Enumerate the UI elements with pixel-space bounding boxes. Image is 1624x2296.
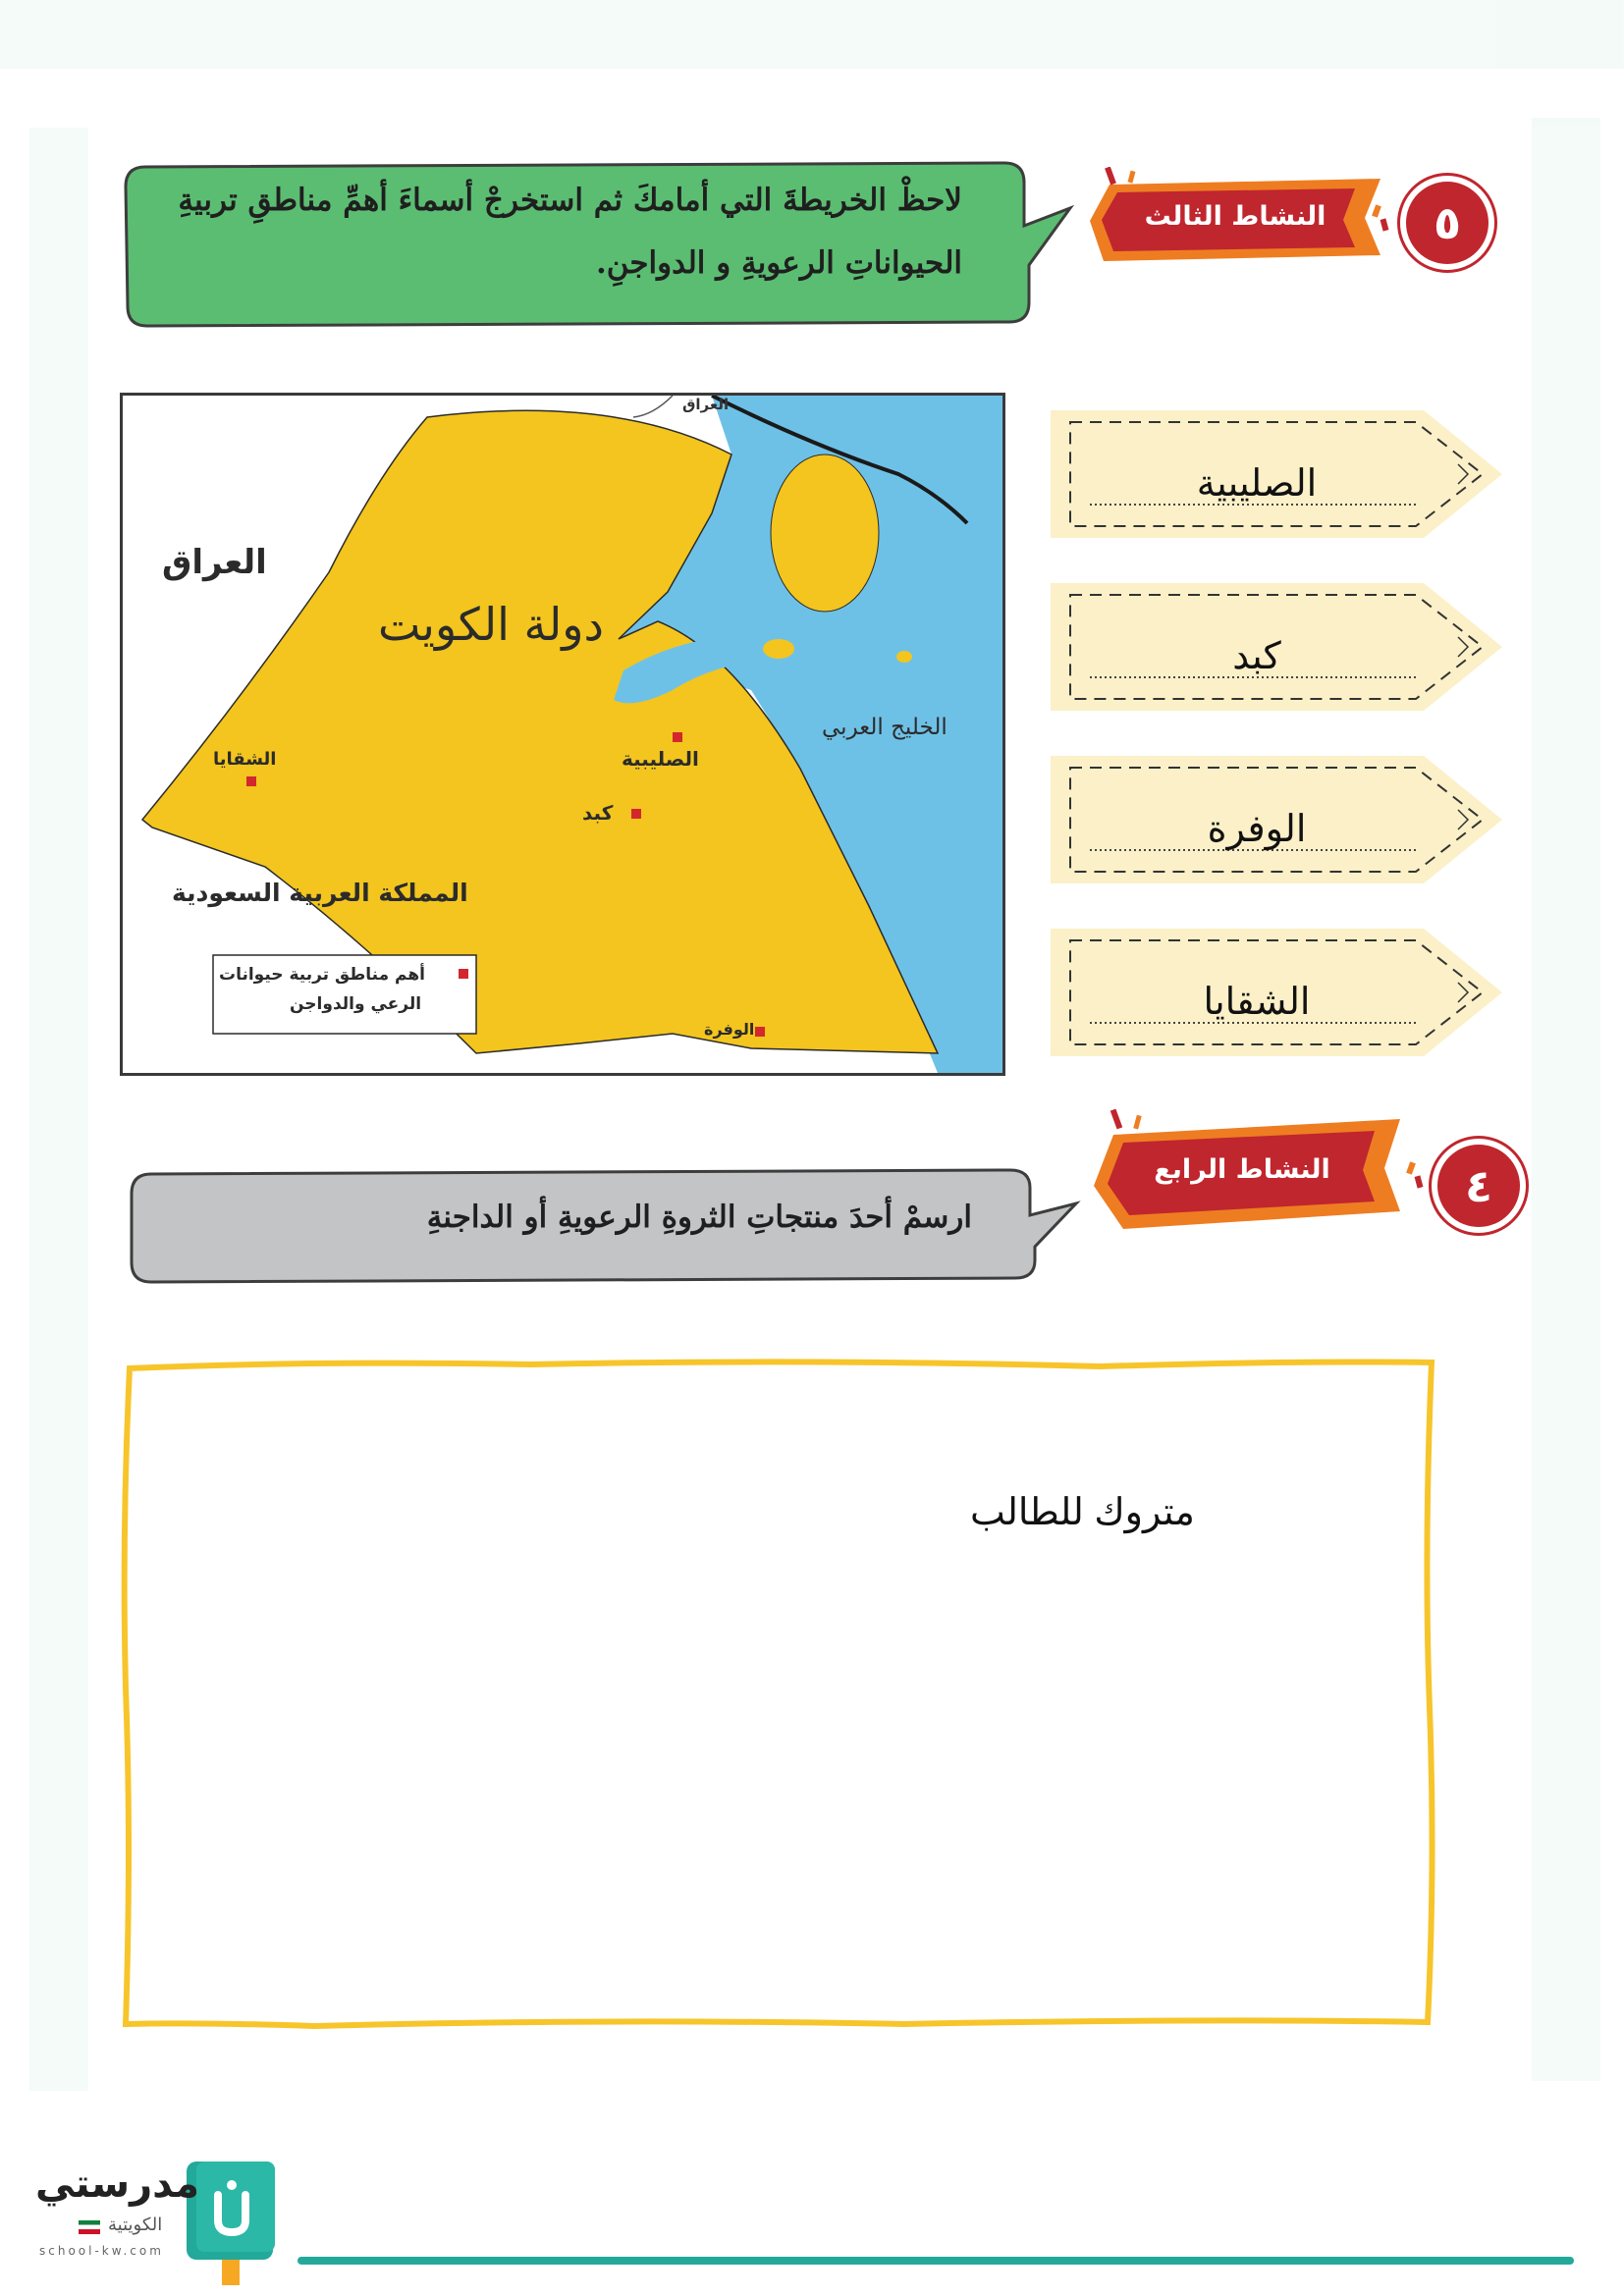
map-label-gulf: الخليج العربي [822,715,947,740]
drawing-area-note: متروك للطالب [970,1492,1195,1533]
instruction-line-1: لاحظْ الخريطةَ التي أمامكَ ثم استخرجْ أسماءَ أهمِّ مناطقِ تربيةِ [178,183,962,218]
legend-line-1: أهم مناطق تربية حيوانات [219,965,426,985]
activity-title: النشاط الثالث [1144,200,1326,232]
answer-tag [1051,756,1502,883]
sparkle-icon [1404,1158,1430,1192]
answer-text: الشقايا [1203,982,1311,1023]
answer-tag [1051,583,1502,711]
kuwait-flag-icon [79,2220,100,2234]
answer-text: كبد [1232,636,1281,677]
activity-number-badge: ٥ [1400,176,1494,270]
kuwait-map [120,393,1005,1076]
answer-text: الصليبية [1196,463,1318,505]
activity-title-ribbon [1084,1109,1400,1237]
map-label-saudi: المملكة العربية السعودية [172,879,468,907]
answer-tag [1051,929,1502,1056]
footer-divider [298,2257,1574,2265]
answer-text: الوفرة [1207,809,1307,850]
logo-url: school-kw.com [39,2244,164,2258]
map-label-kuwait: دولة الكويت [378,598,604,651]
map-label-sulaibiya: الصليبية [622,747,699,771]
activity-title-ribbon [1090,167,1380,265]
map-label-kabd: كبد [582,801,614,825]
activity-number-badge: ٤ [1432,1139,1526,1233]
logo-subtitle: الكويتية [108,2215,163,2235]
logo-name: مدرستي [35,2162,200,2207]
answer-tag [1051,410,1502,538]
drawing-area-frame [118,1355,1443,2032]
activity4-instruction: ارسمْ أحدَ منتجاتِ الثروةِ الرعويةِ أو الداجنةِ [426,1200,972,1235]
instruction-line-2: الحيواناتِ الرعويةِ و الدواجنِ. [595,245,962,281]
map-label-wafra: الوفرة [704,1020,755,1039]
map-label-iraq: العراق [162,543,267,582]
activity-title: النشاط الرابع [1154,1153,1330,1185]
legend-line-2: الرعي والدواجن [290,994,422,1014]
map-label-iraq-top: العراق [682,396,730,413]
map-label-shaqaya: الشقايا [213,749,277,770]
